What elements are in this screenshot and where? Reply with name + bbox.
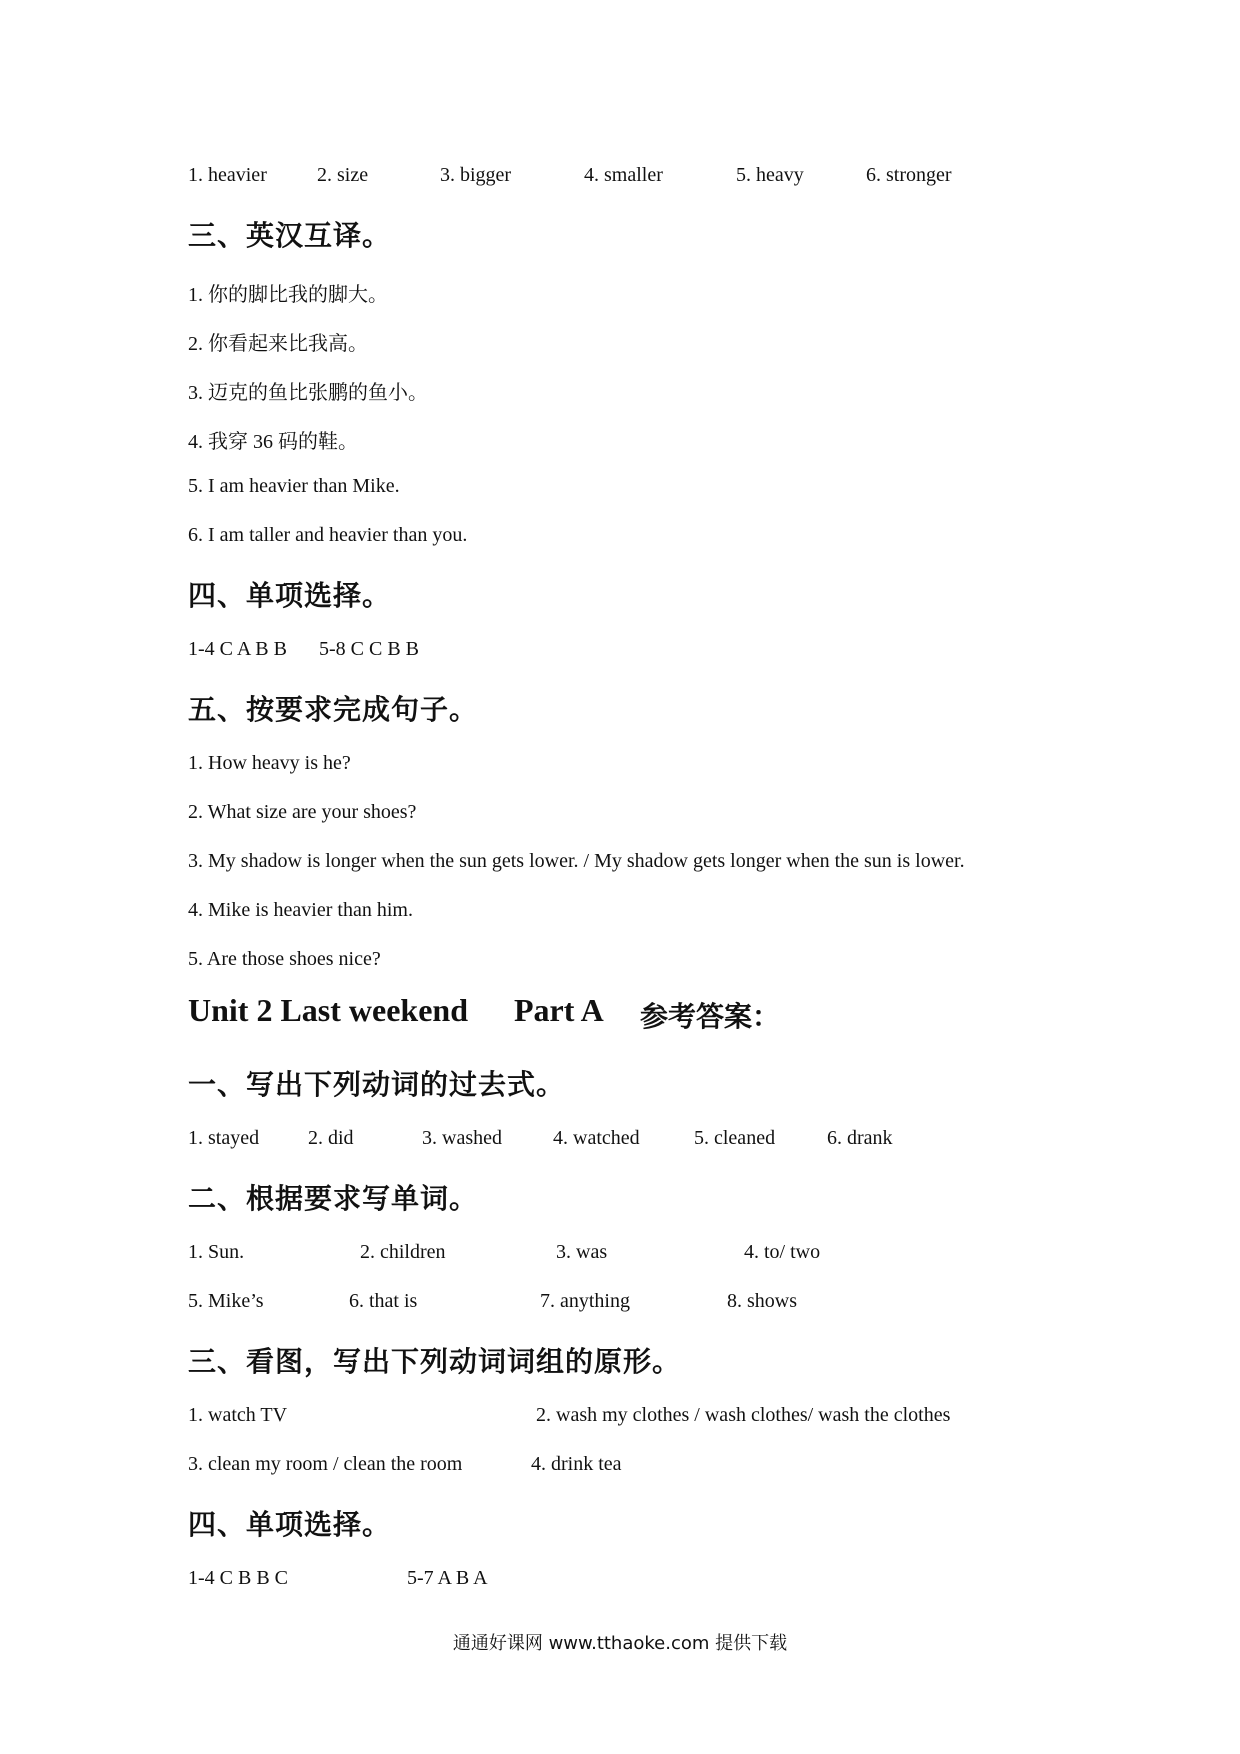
answer-item: 6. drank — [827, 1127, 893, 1149]
answer-item: 4. watched — [553, 1127, 640, 1149]
translation-item: 6. I am taller and heavier than you. — [188, 524, 468, 546]
answer-item: 4. drink tea — [531, 1453, 622, 1475]
unit-answer-label: 参考答案： — [640, 1000, 781, 1033]
answer-item: 8. shows — [727, 1290, 798, 1312]
translation-item: 5. I am heavier than Mike. — [188, 475, 400, 497]
answer-item: 2. children — [360, 1241, 446, 1263]
translation-item: 1. 你的脚比我的脚大。 — [188, 284, 388, 306]
answer-item: 4. smaller — [584, 164, 663, 186]
answer-item: 4. to/ two — [744, 1241, 821, 1263]
answer-item: 7. anything — [540, 1290, 630, 1312]
answer-item: 5. heavy — [736, 164, 804, 186]
answer-item: 5. Mike’s — [188, 1290, 264, 1312]
section-heading: 三、英汉互译。 — [188, 219, 392, 252]
answer-item: 2. size — [317, 164, 369, 186]
answer-item: 3. was — [556, 1241, 608, 1263]
section-heading: 四、单项选择。 — [188, 1508, 392, 1541]
section-heading: 二、根据要求写单词。 — [188, 1182, 479, 1215]
answer-group: 5-8 C C B B — [319, 638, 420, 660]
section-heading: 五、按要求完成句子。 — [188, 693, 479, 726]
page-footer: 通通好课网 www.tthaoke.com 提供下载 — [452, 1633, 788, 1654]
section-heading: 一、写出下列动词的过去式。 — [188, 1068, 566, 1101]
sentence-item: 2. What size are your shoes? — [188, 801, 417, 823]
sentence-item: 1. How heavy is he? — [188, 752, 351, 774]
answer-item: 6. stronger — [866, 164, 952, 186]
answer-item: 3. washed — [422, 1127, 502, 1149]
answer-item: 3. clean my room / clean the room — [188, 1453, 463, 1475]
sentence-item: 5. Are those shoes nice? — [188, 948, 381, 970]
section-heading: 三、看图，写出下列动词词组的原形。 — [188, 1345, 682, 1378]
sentence-item: 3. My shadow is longer when the sun gets lower. / My shadow gets longer when the sun is lower. — [188, 850, 965, 872]
translation-item: 2. 你看起来比我高。 — [188, 333, 368, 355]
answer-group: 1-4 C A B B — [188, 638, 287, 660]
answer-item: 1. Sun. — [188, 1241, 245, 1263]
answer-group: 1-4 C B B C — [188, 1567, 289, 1589]
answer-item: 2. wash my clothes / wash clothes/ wash the clothes — [536, 1404, 951, 1426]
answer-item: 5. cleaned — [694, 1127, 776, 1149]
sentence-item: 4. Mike is heavier than him. — [188, 899, 413, 921]
answer-item: 1. heavier — [188, 164, 267, 186]
answer-item: 2. did — [308, 1127, 354, 1149]
section-heading: 四、单项选择。 — [188, 579, 392, 612]
answer-item: 1. watch TV — [188, 1404, 288, 1426]
answer-group: 5-7 A B A — [407, 1567, 488, 1589]
translation-item: 4. 我穿 36 码的鞋。 — [188, 431, 358, 453]
answer-item: 6. that is — [349, 1290, 418, 1312]
unit-part: Part A — [514, 992, 604, 1028]
answer-item: 3. bigger — [440, 164, 512, 186]
answer-item: 1. stayed — [188, 1127, 260, 1149]
translation-item: 3. 迈克的鱼比张鹏的鱼小。 — [188, 382, 428, 404]
unit-name: Unit 2 Last weekend — [188, 992, 469, 1028]
